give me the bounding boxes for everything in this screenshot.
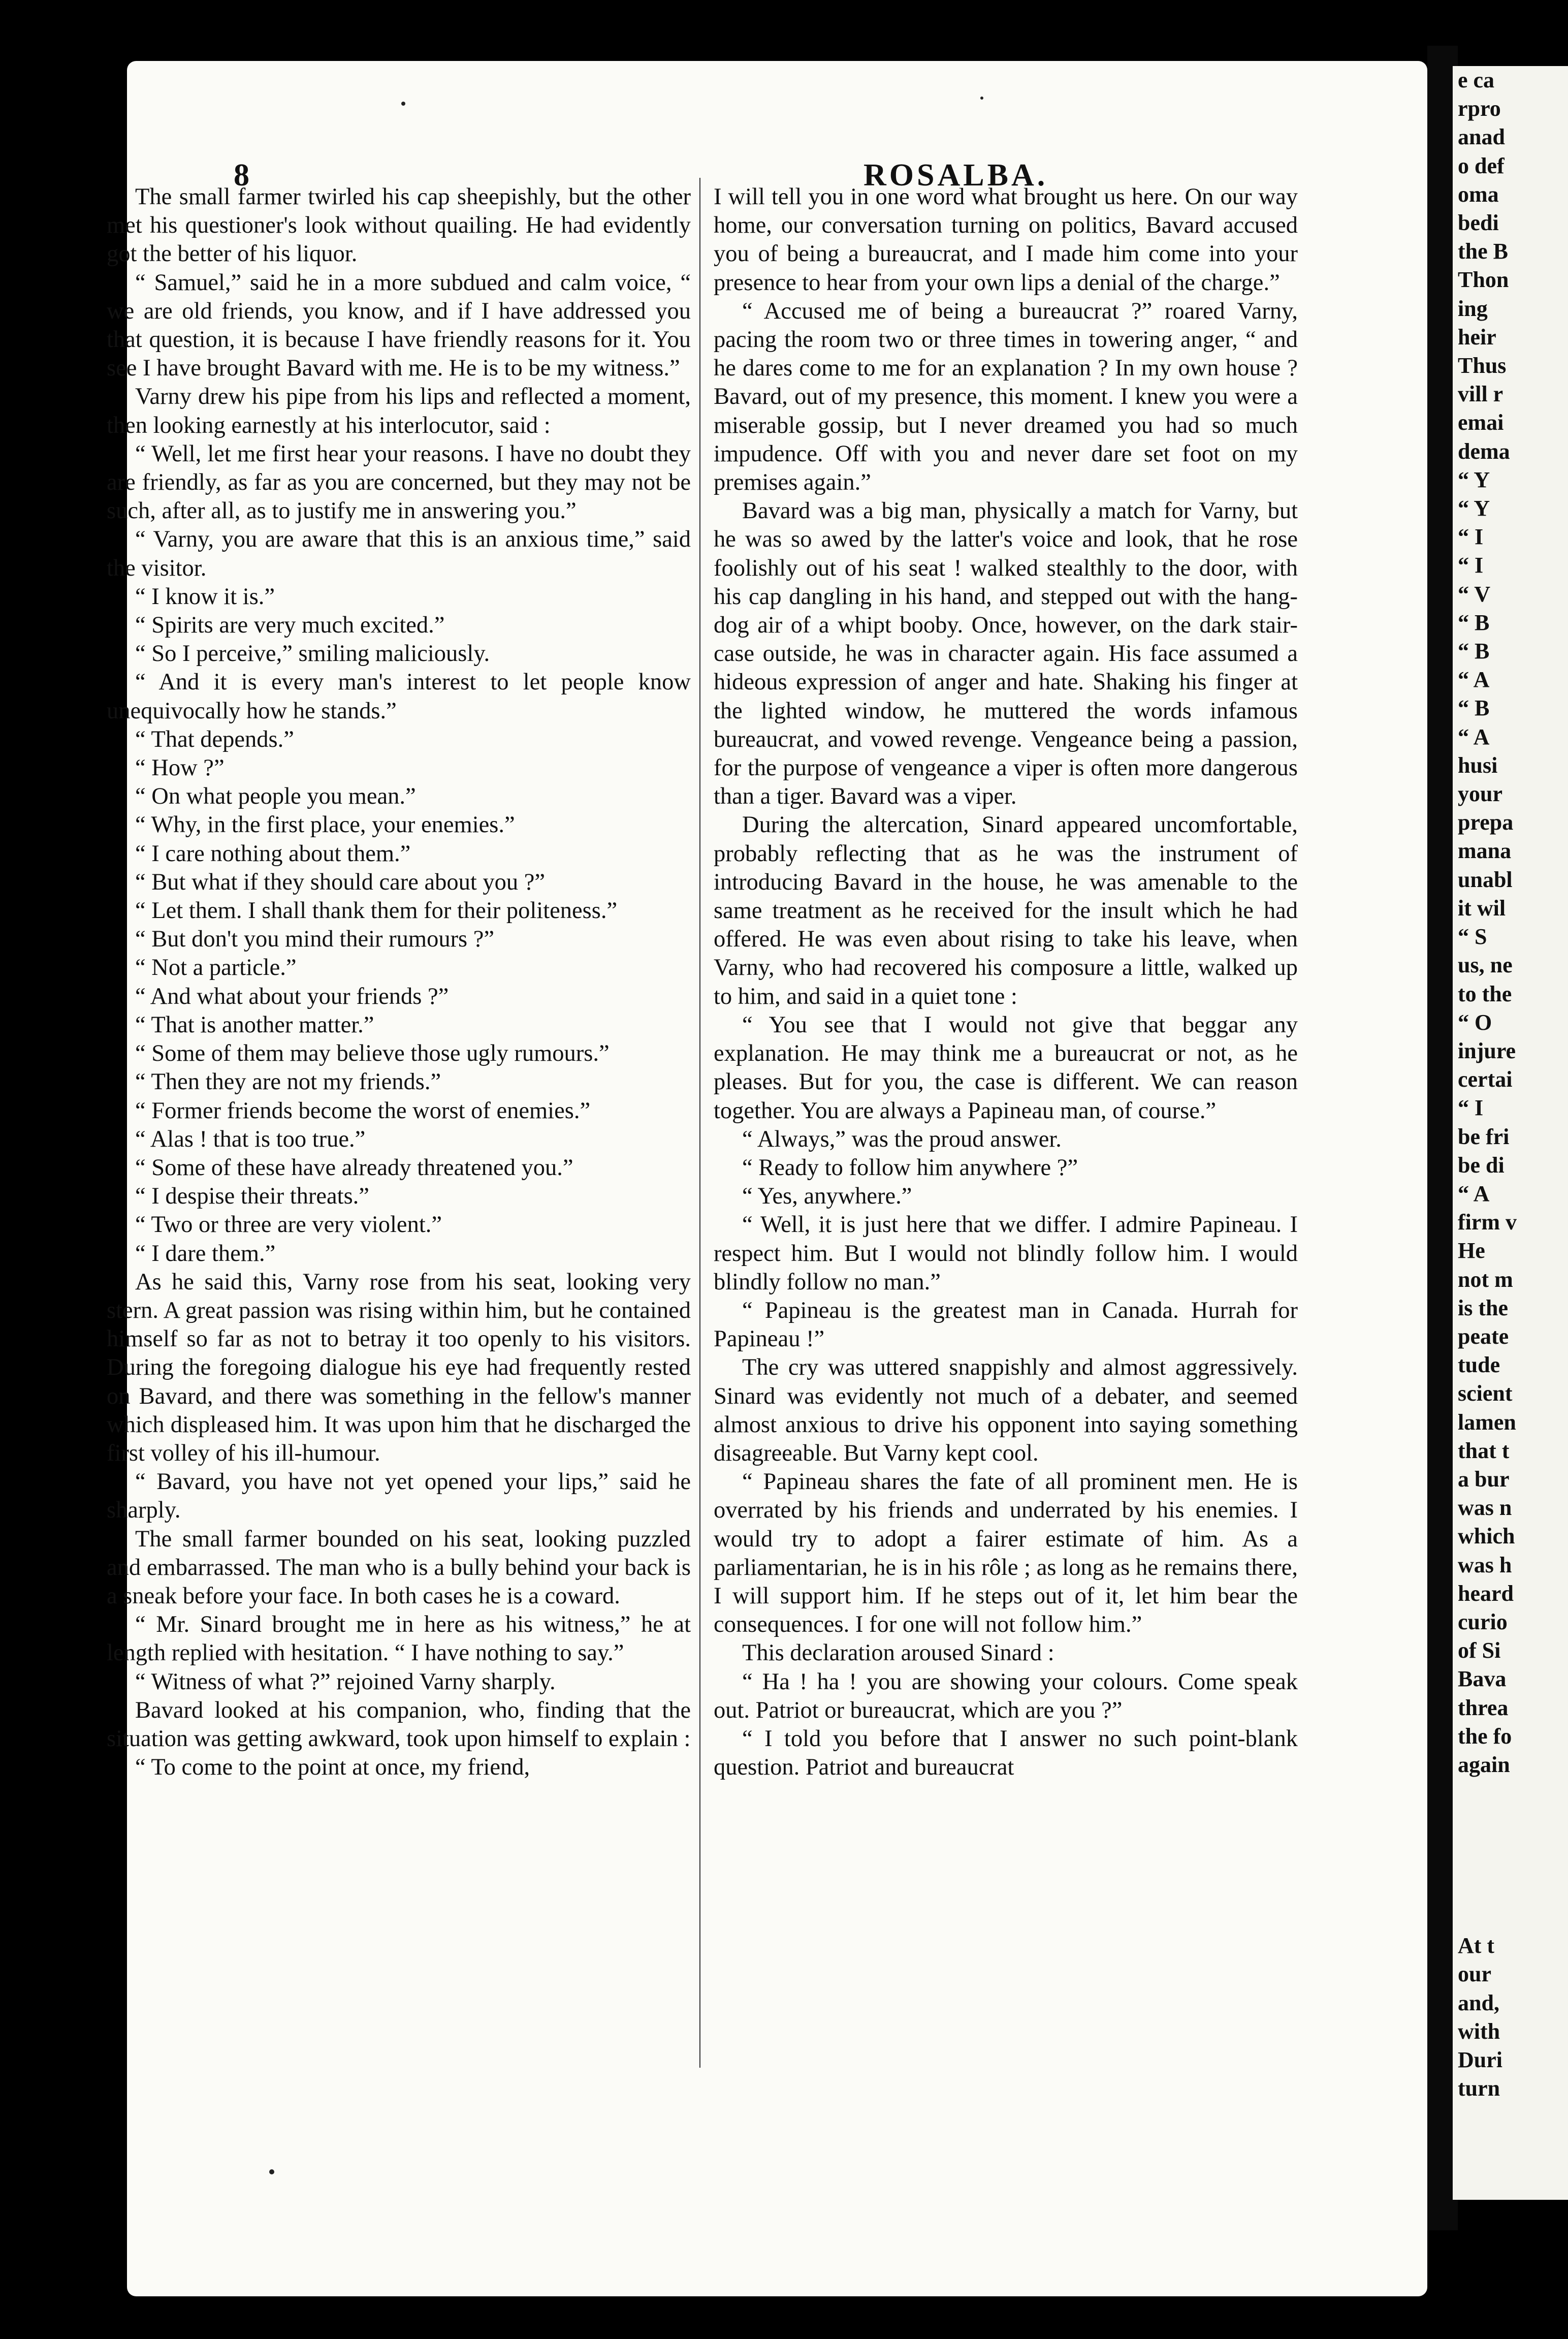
next-page-fragment: a bur (1458, 1466, 1510, 1492)
adjacent-page-edge (1453, 66, 1568, 2200)
next-page-fragment: mana (1458, 838, 1512, 864)
paragraph: “ Varny, you are aware that this is an anxious time,” said the visitor. (107, 526, 691, 581)
next-page-fragment: Thus (1458, 353, 1507, 378)
next-page-fragment: heir (1458, 324, 1496, 350)
next-page-fragment: was h (1458, 1552, 1512, 1577)
paragraph: “ But don't you mind their rumours ?” (135, 926, 495, 953)
page-number: 8 (234, 158, 249, 193)
next-page-fragment: lamen (1458, 1409, 1516, 1435)
next-page-fragment: “ B (1458, 639, 1490, 664)
paragraph: The cry was uttered snappishly and almost aggressively. Sinard was evidently not much of a debater, and seemed almost anxious to drive his opponent into saying something disagreeable. But Varny kept cool. (714, 1354, 1298, 1466)
next-page-fragment: unabl (1458, 867, 1513, 892)
paragraph: I will tell you in one word what brought us here. On our way home, our conversation turning on politics, Bavard accused you of being a bureaucrat, and I made him come into your presence to hear from your own lips a denial of the charge.” (714, 184, 1298, 296)
paragraph: As he said this, Varny rose from his seat, looking very stern. A great passion was rising within him, but he contained himself so far as not to betray it too openly to his visitors. During the foregoing dialogue his eye had frequently rested on Bavard, and there was something in the fellow's manner which displeased him. It was upon him that he discharged the first volley of his ill-humour. (107, 1269, 691, 1466)
next-page-fragment: vill r (1458, 382, 1503, 407)
next-page-fragment: turn (1458, 2076, 1500, 2101)
paragraph: “ Then they are not my friends.” (135, 1069, 441, 1095)
next-page-fragment: not m (1458, 1267, 1513, 1292)
next-page-fragment: it wil (1458, 895, 1506, 921)
next-page-fragment: certai (1458, 1067, 1513, 1092)
next-page-fragment: scient (1458, 1381, 1513, 1406)
next-page-fragment: firm v (1458, 1210, 1517, 1235)
paragraph: “ I care nothing about them.” (135, 840, 411, 867)
next-page-fragment: “ O (1458, 1009, 1492, 1035)
next-page-fragment: At t (1458, 1933, 1495, 1958)
ink-speck (980, 97, 983, 100)
paragraph: “ And it is every man's interest to let people know unequivocally how he stands.” (107, 669, 691, 724)
paragraph: “ Let them. I shall thank them for their politeness.” (135, 898, 618, 924)
next-page-fragment: threa (1458, 1695, 1509, 1720)
next-page-fragment: and, (1458, 1990, 1499, 2015)
paragraph: “ Papineau shares the fate of all prominent men. He is overrated by his friends and underrated by his enemies. I would try to adopt a fairer estimate of him. As a parliamentarian, he is in his rôle ; as long as he remains there, I will support him. If he steps out of it, let him bear the consequences. I for one will not follow him.” (714, 1469, 1298, 1638)
next-page-fragment: of Si (1458, 1638, 1501, 1663)
next-page-fragment: emai (1458, 410, 1504, 435)
next-page-fragment: the fo (1458, 1723, 1512, 1749)
paragraph: “ Former friends become the worst of enemies.” (135, 1097, 591, 1124)
paragraph: “ You see that I would not give that beggar any explanation. He may think me a bureaucrat or not, as he pleases. But for you, the case is different. We can reason together. You are always a Papineau man, of course.” (714, 1012, 1298, 1124)
paragraph: “ Witness of what ?” rejoined Varny sharply. (135, 1668, 556, 1695)
paragraph: “ I dare them.” (135, 1240, 276, 1267)
paragraph: The small farmer twirled his cap sheepishly, but the other met his questioner's look without quailing. He had evidently got the better of his liquor. (107, 184, 691, 267)
column-rule (699, 178, 700, 2068)
paragraph: This declaration aroused Sinard : (742, 1640, 1054, 1666)
paragraph: “ Two or three are very violent.” (135, 1212, 442, 1238)
next-page-fragment: “ I (1458, 524, 1484, 550)
paragraph: “ I told you before that I answer no such point-blank question. Patriot and bureaucrat (714, 1725, 1298, 1781)
next-page-fragment: dema (1458, 438, 1510, 464)
paragraph: Bavard was a big man, physically a match for Varny, but he was so awed by the latter's voice and look, that he rose foolishly out of his seat ! walked stealthly to the door, with his cap dangling in his hand, and stepped out with the hang-dog air of a whipt booby. Once, however, on the dark stair-case outside, he was in character again. His face assumed a hideous expression of anger and hate. Shaking his finger at the lighted window, he muttered the words infamous bureaucrat, and vowed revenge. Vengeance being a passion, for the purpose of vengeance a viper is often more dangerous than a tiger. Bavard was a viper. (714, 498, 1298, 810)
next-page-fragment: peate (1458, 1323, 1509, 1349)
paragraph: Varny drew his pipe from his lips and reflected a moment, then looking earnestly at his interlocutor, said : (107, 384, 691, 438)
paragraph: “ So I perceive,” smiling maliciously. (135, 641, 490, 667)
next-page-fragment: o def (1458, 153, 1505, 178)
next-page-fragment: our (1458, 1962, 1491, 1987)
next-page-fragment: “ B (1458, 610, 1490, 635)
paragraph: “ How ?” (135, 755, 225, 781)
next-page-fragment (1453, 1779, 1568, 1932)
next-page-fragment: husi (1458, 752, 1498, 778)
next-page-fragment: oma (1458, 181, 1499, 207)
paragraph: “ Some of them may believe those ugly rumours.” (135, 1040, 610, 1067)
next-page-fragment: which (1458, 1524, 1515, 1549)
paragraph: “ Accused me of being a bureaucrat ?” roared Varny, pacing the room two or three times in towering anger, “ and he dares come to me for an explanation ? In my own house ? Bavard, out of my presence, this moment. I knew you were a miserable gossip, but I never dreamed you had so much impudence. Off with you and never dare set foot on my premises again.” (714, 298, 1298, 496)
next-page-fragment: “ I (1458, 553, 1484, 578)
next-page-fragment: “ A (1458, 724, 1490, 749)
next-page-fragment: that t (1458, 1438, 1510, 1463)
next-page-fragment: the B (1458, 239, 1508, 264)
paragraph: “ I know it is.” (135, 583, 275, 610)
paragraph: “ Spirits are very much excited.” (135, 612, 445, 639)
paragraph: “ Papineau is the greatest man in Canada. Hurrah for Papineau !” (714, 1297, 1298, 1352)
paragraph: Bavard looked at his companion, who, finding that the situation was getting awkward, took upon himself to explain : (107, 1697, 691, 1752)
next-page-fragment: e ca (1458, 68, 1495, 92)
paragraph: “ That depends.” (135, 726, 294, 752)
paragraph: “ Some of these have already threatened you.” (135, 1154, 573, 1181)
paragraph: “ But what if they should care about you ?” (135, 869, 546, 895)
next-page-fragment: with (1458, 2018, 1500, 2044)
paragraph: “ Ha ! ha ! you are showing your colours. Come speak out. Patriot or bureaucrat, which are you ?” (714, 1668, 1298, 1723)
next-page-fragment: was n (1458, 1495, 1512, 1521)
next-page-fragment: us, ne (1458, 953, 1513, 978)
next-page-fragment: rpro (1458, 96, 1501, 121)
paragraph: “ Samuel,” said he in a more subdued and calm voice, “ we are old friends, you know, and if I have addressed you that question, it is because I have friendly reasons for it. You see I have brought Bavard with me. He is to be my witness.” (107, 269, 691, 382)
paragraph: “ Alas ! that is too true.” (135, 1126, 366, 1152)
next-page-fragment: “ I (1458, 1095, 1484, 1121)
right-text-column (714, 183, 1298, 1782)
next-page-fragment: Thon (1458, 267, 1509, 293)
next-page-fragment: be fri (1458, 1124, 1510, 1149)
running-title: ROSALBA. (863, 158, 1048, 193)
paragraph: “ Always,” was the proud answer. (742, 1126, 1062, 1152)
next-page-fragment: again (1458, 1752, 1510, 1777)
next-page-fragment: “ A (1458, 667, 1490, 692)
next-page-fragment: tude (1458, 1352, 1500, 1378)
paragraph: “ Well, let me first hear your reasons. I have no doubt they are friendly, as far as you are concerned, but they may not be such, after all, as to justify me in answering you.” (107, 440, 691, 524)
paragraph: The small farmer bounded on his seat, looking puzzled and embarrassed. The man who is a bully behind your back is a sneak before your face. In both cases he is a coward. (107, 1526, 691, 1609)
paragraph: “ Well, it is just here that we differ. I admire Papineau. I respect him. But I would not blindly follow him. I would blindly follow no man.” (714, 1212, 1298, 1295)
paragraph: During the altercation, Sinard appeared uncomfortable, probably reflecting that as he was the instrument of introducing Bavard in the house, he was amenable to the same treatment as he received for the insult which he had offered. He was even about rising to take his leave, when Varny, who had recovered his composure a little, walked up to him, and said in a quiet tone : (714, 812, 1298, 1009)
next-page-fragment: “ B (1458, 696, 1490, 721)
next-page-fragment: “ Y (1458, 496, 1490, 521)
paragraph: “ And what about your friends ?” (135, 983, 449, 1009)
next-page-fragment: He (1458, 1238, 1485, 1263)
paragraph: “ I despise their threats.” (135, 1183, 369, 1210)
next-page-fragment: injure (1458, 1038, 1516, 1063)
paragraph: “ Yes, anywhere.” (742, 1183, 912, 1210)
next-page-fragment: heard (1458, 1581, 1514, 1606)
paragraph: “ To come to the point at once, my friend, (135, 1754, 530, 1781)
next-page-fragment: curio (1458, 1609, 1508, 1634)
next-page-fragment: bedi (1458, 210, 1499, 236)
next-page-fragment: is the (1458, 1295, 1508, 1320)
next-page-fragment: ing (1458, 296, 1488, 321)
left-text-column (107, 183, 691, 1782)
next-page-fragment: “ V (1458, 581, 1490, 607)
paragraph: “ Why, in the first place, your enemies.” (135, 812, 515, 838)
next-page-fragment: “ S (1458, 924, 1487, 950)
next-page-fragment: Duri (1458, 2047, 1502, 2072)
next-page-fragment: Bava (1458, 1666, 1507, 1692)
paragraph: “ That is another matter.” (135, 1012, 374, 1038)
ink-speck (401, 102, 405, 106)
next-page-fragment: to the (1458, 981, 1512, 1006)
next-page-fragment: anad (1458, 124, 1505, 150)
paragraph: “ Not a particle.” (135, 955, 297, 981)
paragraph: “ Mr. Sinard brought me in here as his witness,” he at length replied with hesitation. “ I have nothing to say.” (107, 1611, 691, 1666)
next-page-fragment: “ Y (1458, 467, 1490, 492)
paragraph: “ Ready to follow him anywhere ?” (742, 1154, 1078, 1181)
paragraph: “ Bavard, you have not yet opened your lips,” said he sharply. (107, 1469, 691, 1524)
next-page-fragment: your (1458, 781, 1502, 807)
ink-speck (269, 2169, 274, 2174)
next-page-fragment: “ A (1458, 1181, 1490, 1206)
next-page-fragment: be di (1458, 1152, 1505, 1178)
next-page-fragment: prepa (1458, 810, 1514, 835)
paragraph: “ On what people you mean.” (135, 783, 416, 810)
